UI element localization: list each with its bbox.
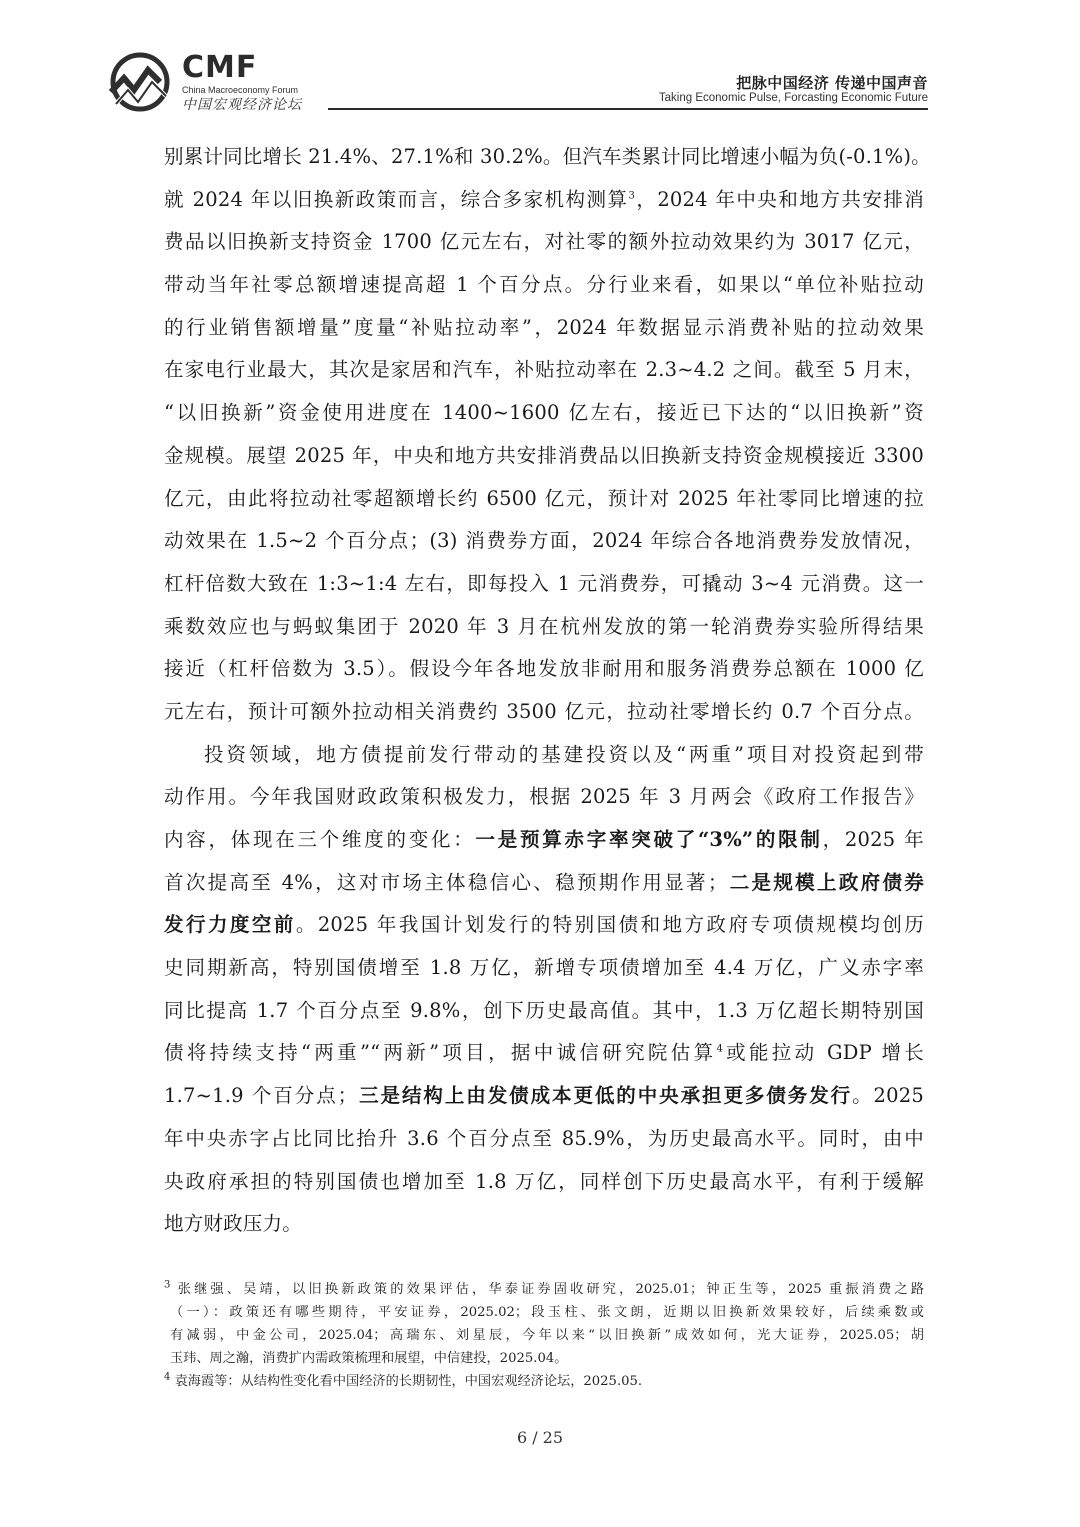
text-line: 接近（杠杆倍数为 3.5）。假设今年各地发放非耐用和服务消费券总额在 1000 亿 — [164, 657, 924, 681]
footnote-4: $^4$ 袁海霞等：从结构性变化看中国经济的长期韧性，中国宏观经济论坛，2025.05. — [164, 1371, 643, 1389]
text-line: 史同期新高，特别国债增至 1.8 万亿，新增专项债增加至 4.4 万亿，广义赤字率 — [164, 956, 924, 980]
footnote-3: $^3$ 张继强、吴靖，以旧换新政策的效果评估，华泰证券固收研究，2025.01；钟正生等，2025 重振消费之路 — [164, 1279, 924, 1297]
text-line: 杠杆倍数大致在 1:3~1:4 左右，即每投入 1 元消费券，可撬动 3~4 元消费。这一 — [164, 571, 924, 595]
cmf-logo-icon — [108, 52, 172, 112]
text-line: 别累计同比增长 21.4%、27.1%和 30.2%。但汽车类累计同比增速小幅为负(-0.1%)。 — [164, 145, 931, 168]
bold-point-3: 三是结构上由发债成本更低的中央承担更多债务发行 — [357, 1084, 853, 1108]
bold-point-1: 一是预算赤字率突破了“3%”的限制 — [475, 828, 823, 851]
text-line: 的行业销售额增量”度量“补贴拉动率”，2024 年数据显示消费补贴的拉动效果 — [164, 315, 924, 339]
text-line: 动效果在 1.5~2 个百分点；(3) 消费券方面，2024 年综合各地消费券发放情况， — [164, 529, 924, 553]
header-divider — [328, 108, 928, 110]
text-line: 投资领域，地方债提前发行带动的基建投资以及“两重”项目对投资起到带 — [204, 742, 924, 766]
text-line: 带动当年社零总额增速提高超 1 个百分点。分行业来看，如果以“单位补贴拉动 — [164, 273, 924, 297]
bold-point-2-cont: 发行力度空前 — [164, 913, 296, 937]
text-line: 在家电行业最大，其次是家居和汽车，补贴拉动率在 2.3~4.2 之间。截至 5 月末， — [164, 358, 924, 382]
text-line: 费品以旧换新支持资金 1700 亿元左右，对社零的额外拉动效果约为 3017 亿元， — [164, 230, 924, 254]
footnote-3-cont: （一）：政策还有哪些期待，平安证券，2025.02；段玉柱、张文朗，近期以旧换新效果较好，后续乘数或 — [170, 1305, 924, 1320]
text-line: 债将持续支持“两重”“两新”项目，据中诚信研究院估算$^4$或能拉动 GDP 增长 — [164, 1041, 925, 1065]
text-line: 同比提高 1.7 个百分点至 9.8%，创下历史最高值。其中，1.3 万亿超长期特别国 — [164, 998, 924, 1022]
page-number: 6 / 25 — [516, 1428, 564, 1447]
text-line: 亿元，由此将拉动社零超额增长约 6500 亿元，预计对 2025 年社零同比增速的拉 — [164, 486, 924, 510]
footnotes — [164, 1278, 924, 1393]
text-line: 首次提高至 4%，这对市场主体稳信心、稳预期作用显著；二是规模上政府债券 — [164, 870, 924, 894]
text-line: 动作用。今年我国财政政策积极发力，根据 2025 年 3 月两会《政府工作报告》 — [164, 785, 924, 809]
page-header — [0, 0, 1080, 120]
text-line: “以旧换新”资金使用进度在 1400~1600 亿左右，接近已下达的“以旧换新”资 — [164, 401, 924, 425]
text-line: 乘数效应也与蚂蚁集团于 2020 年 3 月在杭州发放的第一轮消费券实验所得结果 — [164, 614, 924, 638]
header-slogan-en: Taking Economic Pulse, Forcasting Economic Future — [658, 92, 928, 104]
text-line: 地方财政压力。 — [164, 1212, 302, 1236]
footnote-ref[interactable]: 3 — [628, 190, 636, 202]
text-line: 发行力度空前。2025 年我国计划发行的特别国债和地方政府专项债规模均创历 — [164, 913, 924, 937]
logo-english-name: China Macroeconomy Forum — [182, 85, 299, 95]
body-text — [164, 136, 931, 1246]
text-line: 央政府承担的特别国债也增加至 1.8 万亿，同样创下历史最高水平，有利于缓解 — [164, 1169, 924, 1193]
bold-point-2: 二是规模上政府债券 — [727, 870, 924, 894]
logo-chinese-name: 中国宏观经济论坛 — [182, 97, 302, 113]
logo-abbr: CMF — [182, 50, 258, 85]
header-slogan-cn: 把脉中国经济 传递中国声音 — [736, 74, 928, 92]
text-line: 内容，体现在三个维度的变化：一是预算赤字率突破了“3%”的限制，2025 年 — [164, 828, 924, 851]
text-line: 就 2024 年以旧换新政策而言，综合多家机构测算$^3$，2024 年中央和地方共安排消 — [164, 187, 924, 211]
text-line: 金规模。展望 2025 年，中央和地方共安排消费品以旧换新支持资金规模接近 3300 — [164, 443, 924, 467]
text-line: 1.7~1.9 个百分点；三是结构上由发债成本更低的中央承担更多债务发行。2025 — [164, 1084, 924, 1108]
footnote-3-cont: 有减弱，中金公司，2025.04；高瑞东、刘星辰，今年以来“以旧换新”成效如何，光大证券，2025.05；胡 — [170, 1328, 924, 1343]
footnote-ref[interactable]: 4 — [716, 1043, 723, 1055]
logo-text — [182, 52, 302, 114]
text-line: 元左右，预计可额外拉动相关消费约 3500 亿元，拉动社零增长约 0.7 个百分点。 — [164, 699, 924, 723]
footnote-3-cont: 玉玮、周之瀚，消费扩内需政策梳理和展望，中信建投，2025.04。 — [170, 1351, 568, 1366]
text-line: 年中央赤字占比同比抬升 3.6 个百分点至 85.9%，为历史最高水平。同时，由中 — [164, 1126, 924, 1150]
